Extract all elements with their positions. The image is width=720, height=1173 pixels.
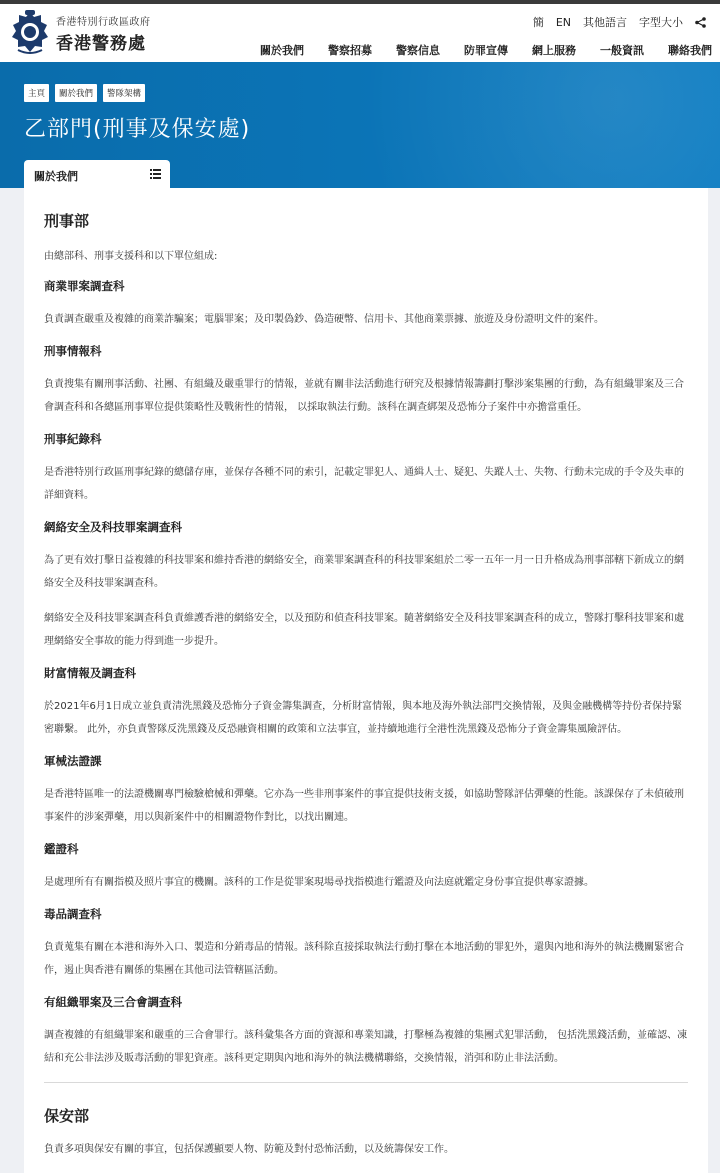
section-paragraph: 負責搜集有關刑事活動、社團、有組織及嚴重罪行的情報，並就有關非法活動進行研究及根據情報籌劃打擊涉案集團的行動，為有組織罪案及三合會調查科和各總區刑事單位提供策略性及戰術性的情報， 以採取執法行動。該科在調查綁架及恐怖分子案件中亦擔當重任。: [44, 379, 684, 413]
section-title: 鑑證科: [44, 842, 79, 856]
nav-about-us[interactable]: 關於我們: [260, 44, 304, 57]
section-divider: [44, 1082, 688, 1083]
section-ballistics: [44, 753, 688, 829]
section-cyber-security: [44, 519, 688, 653]
nav-police-info[interactable]: 警察信息: [396, 44, 440, 57]
section-title: 毒品調查科: [44, 907, 102, 921]
site-logo[interactable]: [10, 10, 151, 56]
criminal-division-heading: 刑事部: [44, 212, 90, 230]
breadcrumb-home[interactable]: 主頁: [24, 84, 49, 102]
breadcrumb: [24, 84, 145, 102]
site-header: [0, 4, 720, 62]
section-paragraph: 調查複雜的有組織罪案和嚴重的三合會罪行。該科彙集各方面的資源和專業知識，打擊極為複雜的集團式犯罪活動， 包括洗黑錢活動，並確認、凍結和充公非法涉及販毒活動的罪犯資產。該科更定期與內地和海外的執法機構聯絡，交換情報，消弭和防止非法活動。: [44, 1030, 688, 1064]
criminal-division-intro: 由總部科、刑事支援科和以下單位組成:: [44, 251, 218, 262]
section-identification: [44, 841, 688, 894]
section-organized-crime: [44, 994, 688, 1070]
section-title: 商業罪案調查科: [44, 279, 125, 293]
font-size-link[interactable]: 字型大小: [639, 16, 683, 29]
nav-crime-prevention[interactable]: 防罪宣傳: [464, 44, 508, 57]
section-title: 有組織罪案及三合會調查科: [44, 995, 182, 1009]
security-wing-intro: 負責多項與保安有關的事宜，包括保護顯要人物、防範及對付恐怖活動，以及統籌保安工作。: [44, 1144, 454, 1155]
page-title: 乙部門(刑事及保安處): [24, 117, 251, 142]
section-title: 刑事情報科: [44, 344, 102, 358]
main-content: [24, 188, 708, 1173]
section-paragraph: 為了更有效打擊日益複雜的科技罪案和維持香港的網絡安全，商業罪案調查科的科技罪案組於二零一五年一月一日升格成為刑事部轄下新成立的網絡安全及科技罪案調查科。: [44, 555, 684, 589]
section-paragraph: 網絡安全及科技罪案調查科負責維護香港的網絡安全，以及預防和偵查科技罪案。隨著網絡安全及科技罪案調查科的成立，警隊打擊科技罪案和處理網絡安全事故的能力得到進一步提升。: [44, 613, 684, 647]
section-paragraph: 是處理所有有關指模及照片事宜的機關。該科的工作是從罪案現場尋找指模進行鑑證及向法庭就鑑定身份事宜提供專家證據。: [44, 877, 594, 888]
main-nav: [236, 42, 712, 58]
section-paragraph: 負責調查嚴重及複雜的商業詐騙案；電腦罪案；及印製偽鈔、偽造硬幣、信用卡、其他商業票據、旅遊及身份證明文件的案件。: [44, 314, 604, 325]
section-paragraph: 負責蒐集有關在本港和海外入口、製造和分銷毒品的情報。該科除直接採取執法行動打擊在本地活動的罪犯外，還與內地和海外的執法機關緊密合作，遏止與香港有關係的集團在其他司法管轄區活動。: [44, 942, 684, 976]
lang-english-link[interactable]: EN: [555, 15, 571, 29]
share-icon[interactable]: [695, 17, 706, 28]
section-menu-label: 關於我們: [34, 170, 78, 183]
section-criminal-intelligence: [44, 343, 688, 419]
security-wing-heading: 保安部: [44, 1107, 90, 1125]
nav-recruitment[interactable]: 警察招募: [328, 44, 372, 57]
section-title: 財富情報及調查科: [44, 666, 136, 680]
breadcrumb-organization[interactable]: 警隊架構: [103, 84, 145, 102]
section-menu-tab[interactable]: [24, 160, 170, 188]
list-menu-icon: [150, 169, 161, 179]
section-narcotics: [44, 906, 688, 982]
utility-bar: [533, 14, 706, 30]
nav-contact-us[interactable]: 聯絡我們: [668, 44, 712, 57]
section-title: 刑事紀錄科: [44, 432, 102, 446]
section-financial-intelligence: [44, 665, 688, 741]
nav-general-info[interactable]: 一般資訊: [600, 44, 644, 57]
page-banner: [0, 62, 720, 188]
section-title: 軍械法證課: [44, 754, 102, 768]
breadcrumb-about-us[interactable]: 關於我們: [55, 84, 97, 102]
section-paragraph: 是香港特區唯一的法證機關專門檢驗槍械和彈藥。它亦為一些非刑事案件的事宜提供技術支援，如協助警隊評估彈藥的性能。該課保存了未偵破刑事案件的涉案彈藥，用以與新案件中的相關證物作對比，以找出關連。: [44, 789, 684, 823]
section-commercial-crime: [44, 278, 688, 331]
lang-simplified-link[interactable]: 簡: [532, 16, 544, 29]
section-paragraph: 於2021年6月1日成立並負責清洗黑錢及恐怖分子資金籌集調查，分析財富情報，與本地及海外執法部門交換情報，及與金融機構等持份者保持緊密聯繫。 此外，亦負責警隊反洗黑錢及反恐融資相關的政策和立法事宜，並持續地進行全港性洗黑錢及恐怖分子資金籌集風險評估。: [44, 701, 683, 735]
org-name: 香港警務處: [56, 33, 146, 54]
section-criminal-records: [44, 431, 688, 507]
section-title: 網絡安全及科技罪案調查科: [44, 520, 182, 534]
org-subtitle: 香港特別行政區政府: [56, 16, 151, 28]
police-badge-icon: [10, 10, 50, 56]
other-languages-link[interactable]: 其他語言: [583, 16, 627, 29]
section-paragraph: 是香港特別行政區刑事紀錄的總儲存庫，並保存各種不同的索引，記載定罪犯人、通緝人士、疑犯、失蹤人士、失物、行動未完成的手令及失車的詳細資料。: [44, 467, 684, 501]
nav-e-services[interactable]: 網上服務: [532, 44, 576, 57]
